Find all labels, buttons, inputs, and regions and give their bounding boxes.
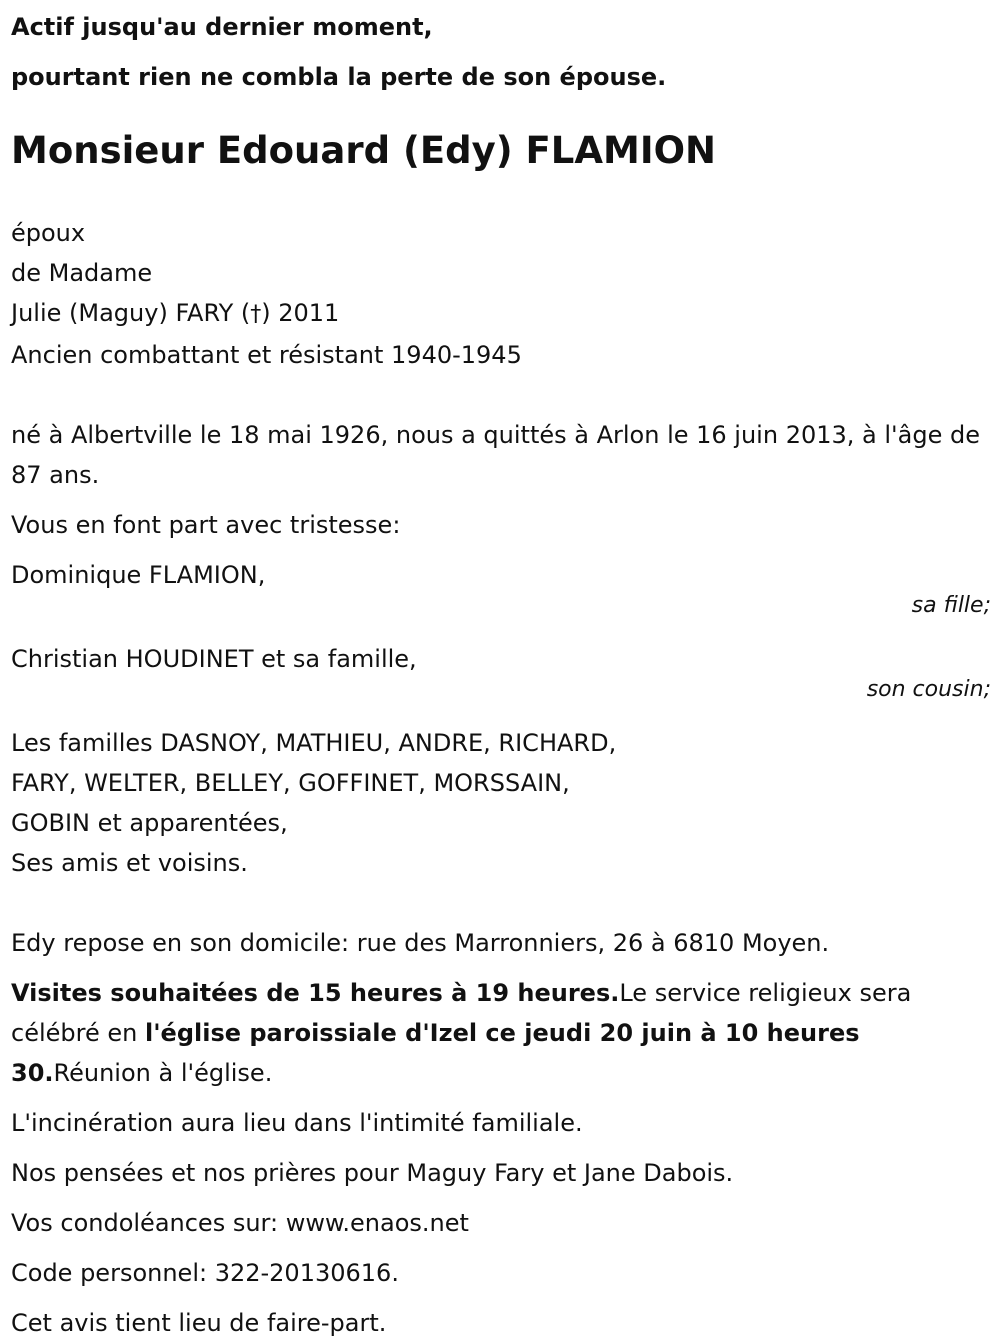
announcement: Vous en font part avec tristesse: [11,511,401,539]
meeting-text: Réunion à l'église. [53,1059,273,1087]
residence-info: Edy repose en son domicile: rue des Marronniers, 26 à 6810 Moyen. [11,929,830,957]
birth-death-info: né à Albertville le 18 mai 1926, nous a quittés à Arlon le 16 juin 2013, à l'âge de 87 ans. [11,421,980,489]
relative-entry [11,555,991,617]
deceased-name: Monsieur Edouard (Edy) FLAMION [11,129,717,172]
families-line: Les familles DASNOY, MATHIEU, ANDRE, RICHARD, [11,729,617,757]
spouse-line-1: époux [11,219,86,247]
church-details: l'église paroissiale d'Izel ce jeudi 20 juin à 10 heures 30. [11,1019,860,1087]
friends-line: Ses amis et voisins. [11,849,248,877]
spouse-line-2: de Madame [11,259,153,287]
visits-hours: Visites souhaitées de 15 heures à 19 heures. [11,979,620,1007]
cross-icon: † [250,302,262,327]
incineration-info: L'incinération aura lieu dans l'intimité familiale. [11,1109,583,1137]
epigraph [11,2,991,102]
relative-role: sa fille; [911,593,991,618]
spouse-death-year: ) 2011 [261,299,340,327]
veteran-line: Ancien combattant et résistant 1940-1945 [11,341,522,369]
families-line: GOBIN et apparentées, [11,809,288,837]
condolences-line: Vos condoléances sur: www.enaos.net [11,1209,469,1237]
service-text: Le service religieux sera célébré en [11,979,912,1047]
thoughts-line: Nos pensées et nos prières pour Maguy Fary et Jane Dabois. [11,1159,734,1187]
service-info [11,973,991,1093]
spouse-info [11,213,991,375]
relative-entry [11,639,991,701]
spouse-line-3 [11,293,991,335]
spouse-name: Julie (Maguy) FARY ( [11,299,251,327]
closing-line: Cet avis tient lieu de faire-part. [11,1309,387,1337]
families-line: FARY, WELTER, BELLEY, GOFFINET, MORSSAIN, [11,769,570,797]
relative-role: son cousin; [866,677,991,702]
epigraph-line-2: pourtant rien ne combla la perte de son épouse. [11,63,667,91]
families-list [11,723,991,883]
relative-name: Dominique FLAMION, [11,561,266,589]
relative-name: Christian HOUDINET et sa famille, [11,645,417,673]
epigraph-line-1: Actif jusqu'au dernier moment, [11,13,433,41]
personal-code: Code personnel: 322-20130616. [11,1259,399,1287]
obituary-notice [11,0,991,1343]
